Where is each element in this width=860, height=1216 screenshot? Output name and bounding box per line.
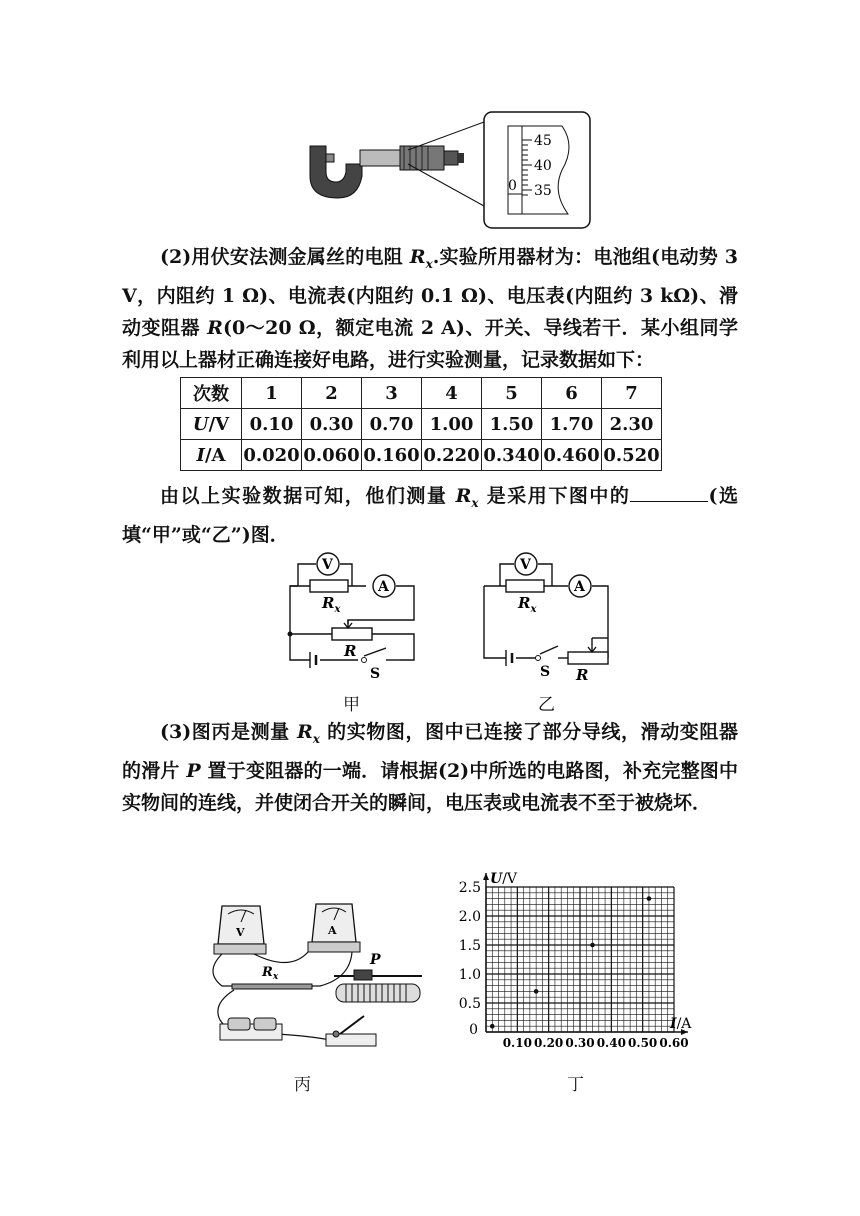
table-cell: 4 <box>422 378 482 409</box>
question2-text-c: (0～20 Ω，额定电流 2 A)、开关、导线若干．某小组同学利用以上器材正确连接好电路，进行实验测量，记录数据如下： <box>122 316 738 371</box>
table-cell: 7 <box>602 378 662 409</box>
table-cell: 1.00 <box>422 409 482 440</box>
data-point <box>490 1024 495 1029</box>
ammeter-device <box>308 904 360 952</box>
rx-symbol: $R_x$ <box>409 246 433 271</box>
circuit-yi-ammeter-label: A <box>574 579 585 595</box>
switch-device <box>326 1016 376 1046</box>
x-tick-label: 0.30 <box>565 1036 595 1050</box>
question3-text-b: 的实物图，图中已连接了部分导线，滑动变阻器的滑片 <box>122 721 738 782</box>
micrometer-anvil <box>326 154 334 162</box>
x-tick-label: 0.10 <box>502 1036 532 1050</box>
table-cell: 0.10 <box>242 409 302 440</box>
question2-text-a: 用伏安法测金属丝的电阻 <box>191 246 410 268</box>
table-cell: 0.520 <box>602 440 662 471</box>
y-tick-label: 1.5 <box>458 938 481 954</box>
table-cell: 0.340 <box>482 440 542 471</box>
micrometer-figure <box>300 106 600 232</box>
voltmeter-device <box>214 906 266 954</box>
table-cell: 1.70 <box>542 409 602 440</box>
y-axis-arrow <box>483 873 489 880</box>
table-cell: 1 <box>242 378 302 409</box>
table-cell: 0.220 <box>422 440 482 471</box>
data-point <box>647 896 652 901</box>
apparatus-voltmeter-label: V <box>236 926 245 939</box>
apparatus-caption: 丙 <box>294 1075 311 1095</box>
fill-in-text-b: 是采用下图中的 <box>478 485 631 507</box>
circuit-yi <box>474 546 620 686</box>
x-tick-label: 0.60 <box>659 1036 689 1050</box>
micrometer-label-45: 45 <box>534 133 552 149</box>
table-cell: 6 <box>542 378 602 409</box>
table-cell: 1.50 <box>482 409 542 440</box>
ui-chart <box>446 856 706 1061</box>
table-row-voltage <box>181 409 662 440</box>
table-cell: 3 <box>362 378 422 409</box>
table-cell: 0.460 <box>542 440 602 471</box>
table-row-current <box>181 440 662 471</box>
circuit-jia <box>280 546 426 686</box>
apparatus-ammeter-label: A <box>328 924 337 937</box>
x-tick-label: 0.40 <box>596 1036 626 1050</box>
x-tick-label: 0.20 <box>534 1036 564 1050</box>
rx-symbol: $R_x$ <box>296 721 320 746</box>
table-cell: 0.30 <box>302 409 362 440</box>
table-cell: 5 <box>482 378 542 409</box>
micrometer-ratchet <box>444 151 458 165</box>
micrometer-sleeve <box>360 150 400 166</box>
circuit-yi-voltmeter-label: V <box>520 557 531 573</box>
fill-in-text-c: (选填“甲”或“乙”)图． <box>122 485 738 546</box>
micrometer-label-35: 35 <box>534 183 552 199</box>
circuit-jia-caption: 甲 <box>343 695 360 715</box>
table-row-label-u: U/V <box>181 409 242 440</box>
table-cell: 0.160 <box>362 440 422 471</box>
battery-device <box>220 1018 282 1040</box>
fill-in-text-a: 由以上实验数据可知，他们测量 <box>160 485 456 507</box>
p-symbol: P <box>186 759 201 782</box>
question3-text-c: 置于变阻器的一端．请根据(2)中所选的电路图，补充完整图中实物间的连线，并使闭合开关的瞬间，电压表或电流表不至于被烧坏． <box>122 759 738 814</box>
y-tick-label: 1.0 <box>458 967 481 983</box>
table-cell: 0.020 <box>242 440 302 471</box>
circuit-jia-voltmeter-label: V <box>322 557 333 573</box>
table-header-label: 次数 <box>181 378 242 409</box>
question3-paragraph <box>122 716 738 819</box>
question2-label: (2) <box>160 246 192 268</box>
r-symbol: R <box>207 316 223 339</box>
table-cell: 2 <box>302 378 362 409</box>
question2-text-b: .实验所用器材为：电池组(电动势 3 V，内阻约 1 Ω)、电流表(内阻约 0.1 Ω)、电压表(内阻约 3 kΩ)、滑动变阻器 <box>122 246 738 339</box>
micrometer-label-40: 40 <box>534 158 552 174</box>
table-cell: 2.30 <box>602 409 662 440</box>
apparatus-figure <box>200 892 435 1058</box>
x-tick-label: 0.50 <box>628 1036 658 1050</box>
apparatus-p-label: P <box>370 952 381 968</box>
x-axis-label: I/A <box>670 1016 692 1032</box>
circuit-yi-caption: 乙 <box>538 695 555 715</box>
data-point <box>590 943 595 948</box>
y-axis-label: U/V <box>490 871 518 887</box>
table-cell: 0.060 <box>302 440 362 471</box>
circuit-yi-rheostat-label: R <box>576 666 589 684</box>
rheostat-device <box>334 952 422 1002</box>
y-tick-label: 2.5 <box>458 880 481 896</box>
micrometer-zero-label: 0 <box>508 178 517 194</box>
circuit-jia-switch-label: S <box>370 666 381 682</box>
answer-blank[interactable] <box>630 483 708 502</box>
micrometer-frame <box>310 146 362 198</box>
y-tick-label: 2.0 <box>458 909 481 925</box>
origin-label: 0 <box>469 1022 478 1038</box>
rx-symbol: $R_x$ <box>455 485 479 510</box>
circuit-yi-switch-label: S <box>540 664 551 680</box>
table-header-row <box>181 378 662 409</box>
y-tick-label: 0.5 <box>458 996 481 1012</box>
question3-label: (3) <box>160 721 192 743</box>
chart-caption: 丁 <box>567 1075 584 1095</box>
circuit-jia-rheostat-label: R <box>344 642 357 660</box>
circuit-jia-ammeter-label: A <box>378 579 389 595</box>
circuit-jia-rx-label: $R_x$ <box>322 594 341 615</box>
fill-in-paragraph <box>122 480 738 551</box>
table-row-label-i: I/A <box>181 440 242 471</box>
circuit-yi-rx-label: $R_x$ <box>518 594 537 615</box>
apparatus-rx-label: $R_x$ <box>262 965 279 982</box>
question2-paragraph <box>122 241 738 376</box>
question3-text-a: 图丙是测量 <box>191 721 297 743</box>
data-point <box>534 989 539 994</box>
data-table <box>180 377 662 471</box>
table-cell: 0.70 <box>362 409 422 440</box>
